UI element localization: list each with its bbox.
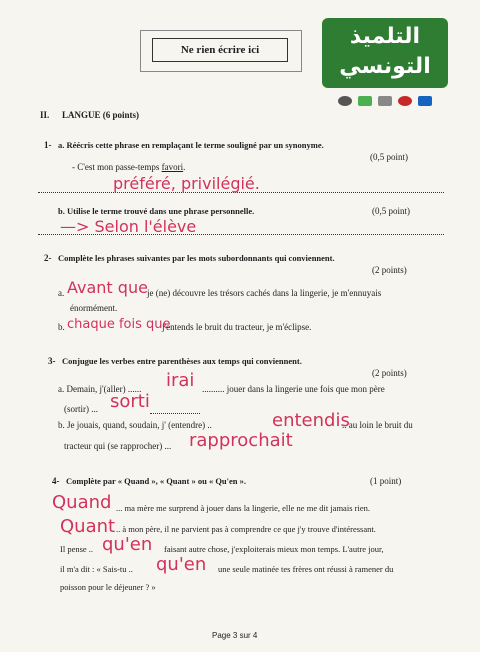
q4-line3-suffix: faisant autre chose, j'exploiterais mieux mon temps. L'autre jour, bbox=[164, 544, 384, 554]
answer-2a: Avant que bbox=[67, 278, 148, 297]
q3-b-text3: tracteur qui (se rapprocher) ... bbox=[64, 441, 172, 451]
q2-label: Complète les phrases suivantes par les mots subordonnants qui conviennent. bbox=[58, 253, 335, 263]
q4-label: Complète par « Quand », « Quant » ou « Qu'en ». bbox=[66, 476, 247, 486]
logo-icons bbox=[338, 96, 438, 108]
q1-a-points: (0,5 point) bbox=[370, 152, 408, 162]
book-icon bbox=[358, 96, 372, 106]
q1-b-points: (0,5 point) bbox=[372, 206, 410, 216]
q1-sentence bbox=[72, 162, 185, 173]
answer-3b-2: rapprochait bbox=[189, 430, 293, 451]
q3-label: Conjugue les verbes entre parenthèses aux temps qui conviennent. bbox=[62, 356, 302, 366]
q2-points: (2 points) bbox=[372, 265, 407, 275]
q3-a-text1: a. Demain, j'(aller) ...... bbox=[58, 384, 142, 394]
q2-a-prefix: a. bbox=[58, 288, 65, 298]
answer-2b: chaque fois que bbox=[67, 317, 171, 332]
q3-points: (2 points) bbox=[372, 368, 407, 378]
q2-a-text2: énormément. bbox=[70, 303, 118, 313]
answer-4-2: Quant bbox=[60, 516, 116, 537]
logo-line1: التلميذ bbox=[349, 24, 421, 49]
answer-1a: préféré, privilégié. bbox=[113, 174, 260, 193]
section-number: II. bbox=[40, 110, 50, 120]
answer-4-4: qu'en bbox=[156, 554, 207, 575]
logo bbox=[322, 18, 448, 88]
q4-line2: .. à mon père, il ne parvient pas à comprendre ce que j'y trouve d'intéressant. bbox=[116, 524, 376, 534]
apple-icon bbox=[398, 96, 412, 106]
q4-line5: poisson pour le déjeuner ? » bbox=[60, 582, 156, 592]
q3-number: 3- bbox=[48, 356, 56, 366]
header-box: Ne rien écrire ici bbox=[152, 38, 288, 62]
q4-line4-prefix: il m'a dit : « Sais-tu .. bbox=[60, 564, 133, 574]
q4-line4-suffix: une seule matinée tes frères ont réussi à ramener du bbox=[218, 564, 394, 574]
q4-line1: ... ma mère me surprend à jouer dans la lingerie, elle ne me dit jamais rien. bbox=[116, 503, 370, 513]
section-title: LANGUE (6 points) bbox=[62, 110, 140, 120]
answer-3a-2: sorti bbox=[110, 391, 150, 412]
q1-a-label: a. Réécris cette phrase en remplaçant le terme souligné par un synonyme. bbox=[58, 140, 324, 150]
q2-a-text1: je (ne) découvre les trésors cachés dans la lingerie, je m'ennuyais bbox=[147, 288, 382, 298]
logo-line2: التونسي bbox=[339, 54, 431, 79]
q1-number: 1- bbox=[44, 140, 52, 150]
ruler-icon bbox=[378, 96, 392, 106]
q4-points: (1 point) bbox=[370, 476, 402, 486]
q1-underlined-word: favori bbox=[161, 162, 184, 172]
q4-number: 4- bbox=[52, 476, 60, 486]
page-number: Page 3 sur 4 bbox=[212, 631, 258, 640]
q4-line3-prefix: Il pense .. bbox=[60, 544, 94, 554]
answer-4-3: qu'en bbox=[102, 534, 153, 555]
answer-1b: —> Selon l'élève bbox=[60, 217, 197, 236]
answer-4-1: Quand bbox=[52, 492, 112, 513]
answer-line-3a-2 bbox=[150, 413, 200, 414]
q1-sentence-suffix: . bbox=[183, 162, 186, 172]
q2-b-prefix: b. bbox=[58, 322, 65, 332]
q1-sentence-prefix: - C'est mon passe-temps bbox=[72, 162, 162, 172]
q3-a-text2: .......... jouer dans la lingerie une fois que mon père bbox=[202, 384, 385, 394]
answer-3a-1: irai bbox=[166, 370, 195, 391]
q2-number: 2- bbox=[44, 253, 52, 263]
clock-icon bbox=[338, 96, 352, 106]
q2-b-text: j'entends le bruit du tracteur, je m'éclipse. bbox=[162, 322, 312, 332]
answer-3b-1: entendis bbox=[272, 410, 350, 431]
q1-b-label: b. Utilise le terme trouvé dans une phrase personnelle. bbox=[58, 206, 255, 216]
q3-a-text3: (sortir) ... bbox=[64, 404, 98, 414]
laptop-icon bbox=[418, 96, 432, 106]
q3-b-text1: b. Je jouais, quand, soudain, j' (entendre) .. bbox=[58, 420, 212, 430]
q3-b-text2: .. au loin le bruit du bbox=[342, 420, 413, 430]
